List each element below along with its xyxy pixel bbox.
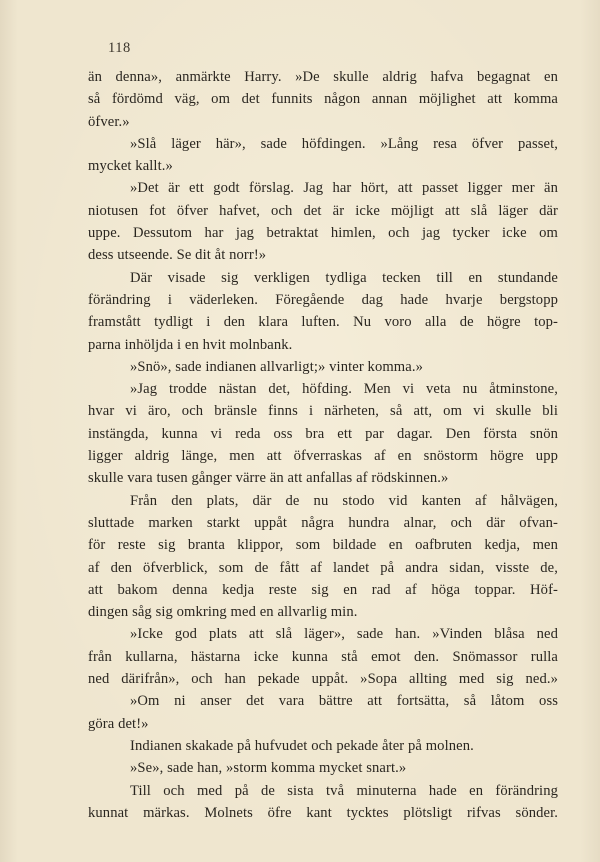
text-line: »Det är ett godt förslag. Jag har hört, att passet ligger mer än [130, 180, 558, 197]
text-line: för reste sig branta klippor, som bildade en oafbruten kedja, men [88, 537, 558, 554]
text-line: dingen såg sig omkring med en allvarlig min. [88, 604, 358, 621]
text-line: framstått tydligt i den klara luften. Nu voro alla de högre top- [88, 314, 558, 331]
text-line: Till och med på de sista två minuterna hade en förändring [130, 782, 558, 799]
text-line: parna inhöljda i en hvit molnbank. [88, 336, 293, 353]
text-line: förändring i väderleken. Föregående dag hade hvarje bergstopp [88, 291, 558, 308]
text-line: att bakom denna kedja reste sig en rad af höga toppar. Höf- [88, 581, 558, 598]
text-line: dess utseende. Se dit åt norr!» [88, 247, 267, 264]
text-line: »Slå läger här», sade höfdingen. »Lång resa öfver passet, [130, 135, 558, 152]
text-line: niotusen fot öfver hafvet, och det är icke möjligt att slå läger där [88, 202, 558, 219]
text-line: »Jag trodde nästan det, höfding. Men vi veta nu åtminstone, [130, 381, 558, 398]
text-line: »Icke god plats att slå läger», sade han. »Vinden blåsa ned [130, 626, 558, 643]
text-line: göra det!» [88, 715, 149, 732]
text-line: instängda, kunna vi reda oss bra ett par dagar. Den första snön [88, 425, 558, 442]
page-number: 118 [108, 40, 131, 56]
text-line: mycket kallt.» [88, 158, 173, 175]
text-line: uppe. Dessutom har jag betraktat himlen, och jag tycker icke om [88, 225, 558, 242]
text-line: »Se», sade han, »storm komma mycket snart.» [130, 760, 407, 777]
text-line: Indianen skakade på hufvudet och pekade åter på molnen. [130, 737, 474, 754]
text-line: »Snö», sade indianen allvarligt;» vinter komma.» [130, 358, 423, 375]
text-line: skulle vara tusen gånger värre än att anfallas af rödskinnen.» [88, 470, 449, 487]
text-line: »Om ni anser det vara bättre att fortsätta, så låtom oss [130, 693, 558, 710]
text-line: öfver.» [88, 113, 130, 130]
body-text [88, 66, 558, 824]
text-line: från kullarna, hästarna icke kunna stå emot den. Snömassor rulla [88, 648, 558, 665]
text-line: så fördömd väg, om det funnits någon annan möjlighet att komma [88, 91, 558, 108]
text-line: af den öfverblick, som de fått af landet på andra sidan, visste de, [88, 559, 558, 576]
text-line: än denna», anmärkte Harry. »De skulle aldrig hafva begagnat en [88, 69, 558, 85]
text-line: ned därifrån», och han pekade uppåt. »Sopa allting med sig ned.» [88, 671, 558, 688]
text-line: hvar vi äro, och bränsle finns i närheten, så att, om vi skulle bli [88, 403, 558, 420]
text-line: Från den plats, där de nu stodo vid kanten af hålvägen, [130, 492, 558, 509]
text-line: sluttade marken starkt uppåt några hundra alnar, och där ofvan- [88, 514, 558, 531]
text-line: Där visade sig verkligen tydliga tecken till en stundande [130, 269, 558, 286]
text-line: kunnat märkas. Molnets öfre kant tycktes plötsligt rifvas sönder. [88, 804, 558, 821]
text-line: ligger aldrig länge, men att öfverraskas af en snöstorm högre upp [88, 448, 558, 465]
